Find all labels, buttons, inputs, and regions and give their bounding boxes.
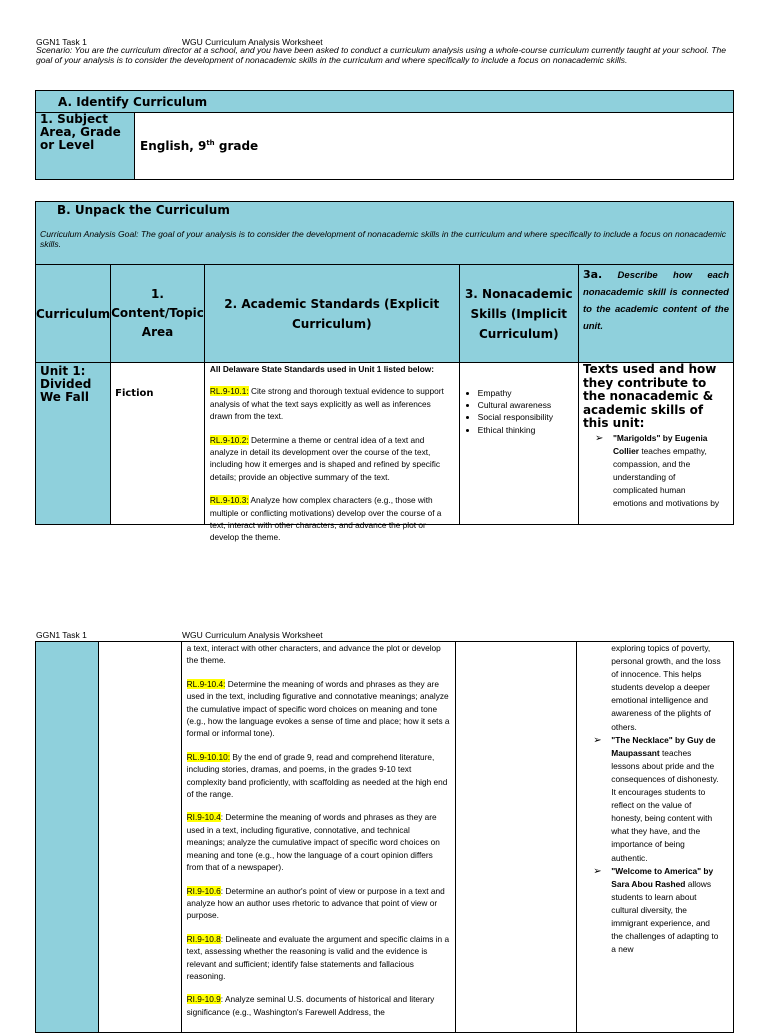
col-3a-description: 3a. Describe how each nonacademic skill is connected to the academic content of the unit. bbox=[578, 265, 733, 363]
analysis-goal: Curriculum Analysis Goal: The goal of your analysis is to consider the development of nonacademic skills in the curriculum and where specifically to include a focus on nonacademic skills. bbox=[40, 229, 727, 249]
section-b-title: B. Unpack the Curriculum bbox=[57, 203, 230, 217]
worksheet-title: WGU Curriculum Analysis Worksheet bbox=[182, 630, 323, 640]
worksheet-title: WGU Curriculum Analysis Worksheet bbox=[182, 37, 323, 47]
standard-item: RL.9-10.2: Determine a theme or central idea of a text and analyze in detail its development over the course of the text, including how it emerges and is shaped and refined by specific details; provide an objective summary of the text. bbox=[209, 434, 441, 482]
texts-heading: Texts used and how they contribute to the nonacademic & academic skills of this unit: bbox=[582, 362, 717, 430]
section-b-continued-table bbox=[35, 641, 734, 1033]
standards-cell-continued bbox=[181, 642, 455, 1033]
section-a-table bbox=[35, 90, 734, 180]
text-entry-continued: exploring topics of poverty, personal growth, and the loss of innocence. This helps students develop a deeper emotional intelligence and awareness of the plights of others. bbox=[611, 643, 721, 732]
task-label: GGN1 Task 1 bbox=[36, 630, 87, 640]
arrow-bullet-icon: ➢ bbox=[593, 734, 602, 746]
unit-cell-continued bbox=[36, 642, 99, 1033]
standard-item: RI.9-10.8: Delineate and evaluate the argument and specific claims in a text, assessing whether the reasoning is valid and the evidence is relevant and sufficient; identify false statements and fallacious reasoning. bbox=[186, 933, 450, 981]
section-a-title: A. Identify Curriculum bbox=[36, 91, 734, 113]
standard-item: RI.9-10.6: Determine an author's point of view or purpose in a text and analyze how an author uses rhetoric to advance that point of view or purpose. bbox=[186, 885, 445, 921]
skill-item: • Cultural awareness bbox=[478, 399, 578, 411]
text-entry: ➢ "Marigolds" by Eugenia Collier teaches empathy, compassion, and the understanding of complicated human emotions and motivations by bbox=[594, 432, 720, 508]
arrow-bullet-icon: ➢ bbox=[594, 432, 604, 444]
standards-cell bbox=[204, 363, 459, 543]
page-header bbox=[36, 630, 323, 640]
col-nonacademic-skills: 3. Nonacademic Skills (Implicit Curriculum) bbox=[459, 265, 578, 363]
skills-cell bbox=[459, 363, 578, 525]
subject-label: 1. Subject Area, Grade or Level bbox=[36, 113, 135, 180]
arrow-bullet-icon: ➢ bbox=[593, 865, 602, 877]
standard-item: RL.9-10.1: Cite strong and thorough textual evidence to support analysis of what the text says explicitly as well as inferences drawn from the text. bbox=[209, 386, 444, 422]
section-b-table bbox=[35, 201, 734, 543]
standard-continued: a text, interact with other characters, and advance the plot or develop the theme. bbox=[186, 643, 441, 666]
section-b-header bbox=[36, 202, 734, 265]
standard-item: RL.9-10.4: Determine the meaning of words and phrases as they are used in the text, including figurative and connotative meanings; analyze the cumulative impact of specific word choices on meaning and tone (e.g., how the language evokes a sense of time and place; how it sets a formal or informal tone). bbox=[186, 678, 450, 739]
text-entry: ➢ "The Necklace" by Guy de Maupassant teaches lessons about pride and the consequences of dishonesty. It encourages students to reflect on the value of honesty, being content with what they have, and the importance of being authentic. bbox=[593, 734, 719, 863]
standard-item: RL.9-10.3: Analyze how complex characters (e.g., those with multiple or conflicting motivations) develop over the course of a text, interact with other characters, and advance the plot or develop the theme. bbox=[209, 495, 442, 543]
standard-item: RL.9-10.10: By the end of grade 9, read and comprehend literature, including stories, dramas, and poems, in the grades 9-10 text complexity band proficiently, with scaffolding as needed at the high end of the range. bbox=[186, 751, 448, 800]
col-curriculum: Curriculum bbox=[36, 265, 111, 363]
standard-item: RI.9-10.4: Determine the meaning of words and phrases as they are used in a text, including figurative, connotative, and technical meanings; analyze the cumulative impact of specific word choices on meaning and tone (e.g., how the language of a court opinion differs from that of a newspaper). bbox=[186, 812, 440, 873]
skills-cell-continued bbox=[455, 642, 577, 1033]
content-area-cell-continued bbox=[98, 642, 181, 1033]
unit-label: Unit 1: Divided We Fall bbox=[36, 363, 111, 525]
scenario-text: Scenario: You are the curriculum director at a school, and you have been asked to conduct a curriculum analysis using a whole-course curriculum currently taught at your school. The goal of your analysis is to consider the development of nonacademic skills in the curriculum and where specifically to include a focus on nonacademic skills. bbox=[36, 45, 727, 66]
standards-intro: All Delaware State Standards used in Unit 1 listed below: bbox=[209, 364, 434, 374]
texts-cell-continued bbox=[577, 642, 734, 1033]
subject-value: English, 9th grade bbox=[135, 113, 734, 180]
content-area-value: Fiction bbox=[111, 363, 205, 525]
texts-cell bbox=[578, 363, 733, 525]
skill-item: • Empathy bbox=[478, 387, 578, 399]
task-label: GGN1 Task 1 bbox=[36, 37, 87, 47]
text-entry: ➢ "Welcome to America" by Sara Abou Rashed allows students to learn about cultural diversity, the immigrant experience, and the challenges of adapting to a new bbox=[593, 865, 719, 955]
skill-item: • Social responsibility bbox=[478, 411, 578, 423]
skill-item: • Ethical thinking bbox=[478, 424, 578, 436]
standard-item: RI.9-10.9: Analyze seminal U.S. documents of historical and literary significance (e.g., Washington's Farewell Address, the bbox=[186, 994, 435, 1017]
col-content-area: 1. Content/Topic Area bbox=[111, 265, 205, 363]
skills-list bbox=[460, 387, 578, 436]
col-academic-standards: 2. Academic Standards (Explicit Curriculum) bbox=[204, 265, 459, 363]
